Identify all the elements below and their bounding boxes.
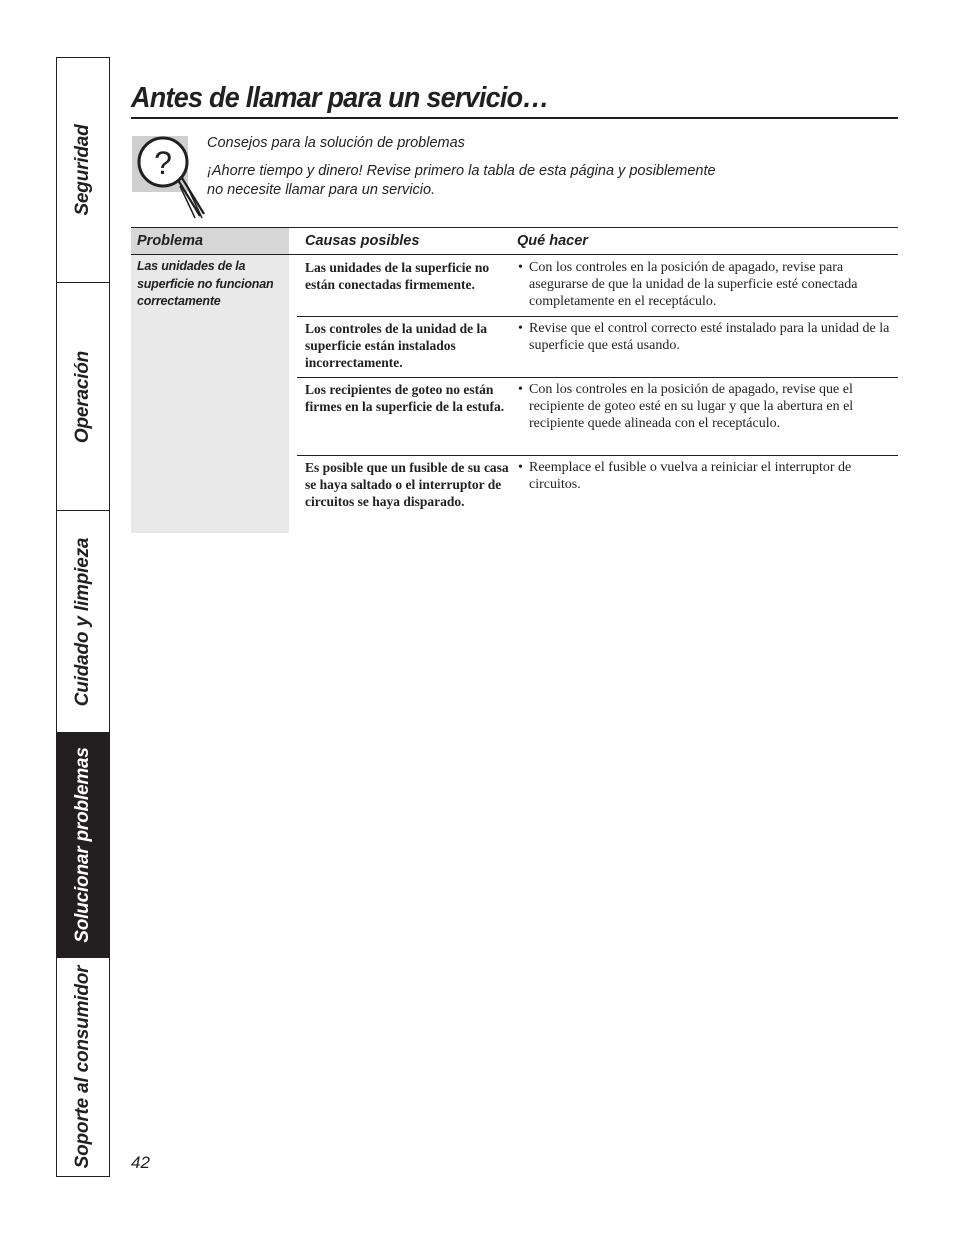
bullet: •: [518, 382, 523, 397]
problem-text: Las unidades de la superficie no funcionan correctamente: [137, 259, 274, 308]
action-text: • Revise que el control correcto esté instalado para la unidad de la superficie que está usando.: [518, 321, 890, 354]
cause-text: Las unidades de la superficie no están conectadas firmemente.: [305, 260, 490, 293]
intro-text: [207, 134, 727, 200]
tab-operacion[interactable]: [57, 283, 109, 511]
page-number: 42: [131, 1153, 150, 1172]
bullet: •: [518, 321, 523, 336]
header-problem: Problema: [131, 228, 289, 254]
intro-heading: Consejos para la solución de problemas: [207, 135, 465, 151]
tab-label: Operación: [72, 350, 93, 443]
tab-seguridad[interactable]: [57, 58, 109, 283]
header-actions: Qué hacer: [517, 233, 588, 249]
section-tabs: [56, 57, 110, 1177]
cause-text: Los controles de la unidad de la superficie están instalados incorrectamente.: [305, 321, 488, 371]
table-row: [297, 316, 898, 377]
cause-text: Los recipientes de goteo no están firmes en la superficie de la estufa.: [305, 382, 505, 415]
tab-label: Cuidado y limpieza: [72, 537, 93, 706]
action-text: • Con los controles en la posición de apagado, revise que el recipiente de goteo esté en su lugar y que la abertura en el recipiente quede alineada con el receptáculo.: [518, 382, 854, 432]
table-row: [297, 377, 898, 455]
tab-solucionar-problemas[interactable]: [57, 733, 109, 958]
tab-label: Seguridad: [72, 124, 93, 216]
intro-body: ¡Ahorre tiempo y dinero! Revise primero la tabla de esta página y posiblemente no necesite llamar para un servicio.: [207, 163, 716, 198]
question-magnifier-icon: [132, 136, 210, 220]
header-causes: Causas posibles: [305, 233, 420, 249]
bullet: •: [518, 460, 523, 475]
cause-text: Es posible que un fusible de su casa se haya saltado o el interruptor de circuitos se haya disparado.: [305, 460, 509, 510]
svg-text:?: ?: [154, 145, 172, 181]
tab-soporte-al-consumidor[interactable]: [57, 958, 109, 1176]
tab-label: Solucionar problemas: [72, 747, 93, 943]
troubleshooting-table: [131, 227, 898, 510]
bullet: •: [518, 260, 523, 275]
table-row: [297, 455, 898, 533]
table-row: [297, 255, 898, 316]
action-text: • Reemplace el fusible o vuelva a reiniciar el interruptor de circuitos.: [518, 460, 852, 493]
table-header: [131, 227, 898, 255]
title-rule: [131, 117, 898, 119]
action-text: • Con los controles en la posición de apagado, revise para asegurarse de que la unidad de la superficie esté conectada completamente en el receptáculo.: [518, 260, 858, 310]
tab-cuidado-y-limpieza[interactable]: [57, 511, 109, 733]
tab-label: Soporte al consumidor: [72, 965, 93, 1169]
page-title: Antes de llamar para un servicio…: [131, 82, 549, 114]
